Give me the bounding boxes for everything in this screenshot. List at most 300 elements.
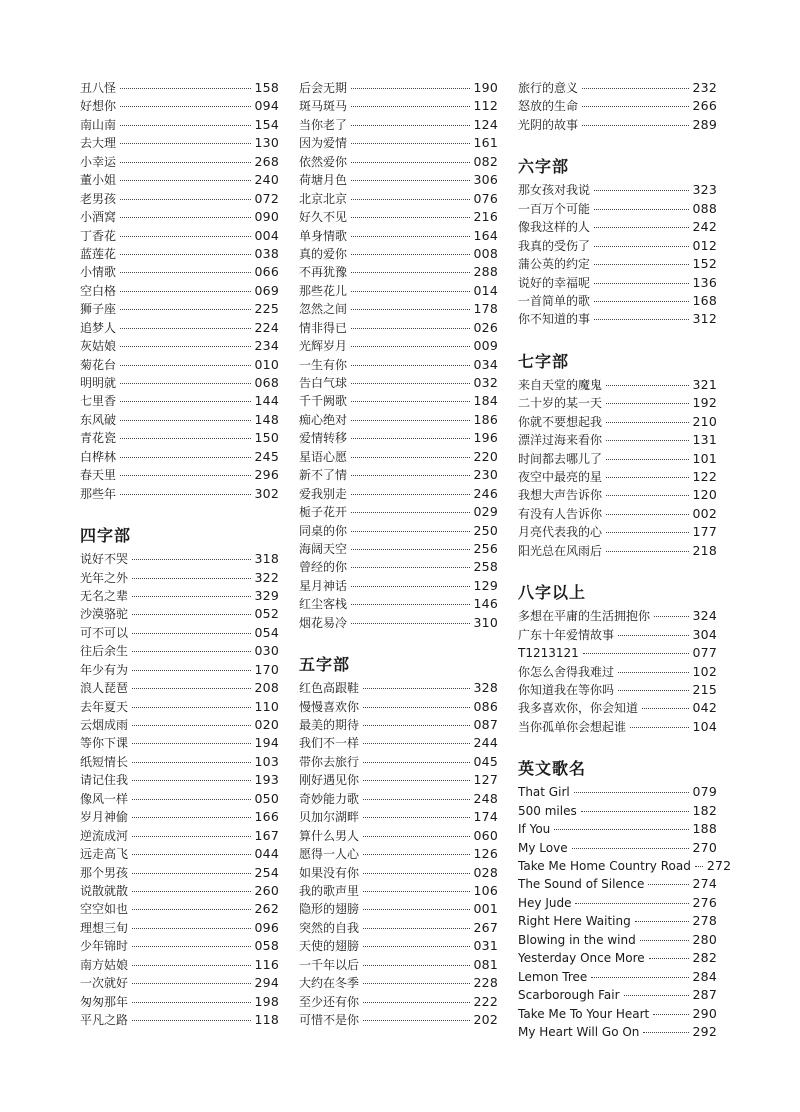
dot-leader: [351, 217, 470, 218]
dot-leader: [606, 459, 689, 460]
page-number: 186: [473, 411, 498, 427]
index-column-2: [299, 79, 498, 1029]
song-title: The Sound of Silence: [518, 877, 645, 892]
toc-entry[interactable]: [518, 875, 717, 893]
page-number: 287: [692, 987, 717, 1003]
dot-leader: [120, 457, 251, 458]
toc-entry[interactable]: [80, 919, 279, 937]
toc-entry[interactable]: [518, 1005, 717, 1023]
dot-leader: [363, 762, 470, 763]
toc-entry[interactable]: [518, 663, 717, 681]
song-title: 情非得已: [299, 320, 348, 335]
toc-entry[interactable]: [518, 97, 717, 115]
dot-leader: [351, 125, 470, 126]
dot-leader: [351, 475, 470, 476]
page-number: 148: [254, 411, 279, 427]
toc-entry[interactable]: [299, 919, 498, 937]
section-heading: 英文歌名: [518, 759, 587, 779]
dot-leader: [132, 743, 251, 744]
index-section: [518, 581, 717, 736]
page-number: 012: [692, 237, 717, 253]
toc-entry[interactable]: [518, 274, 717, 292]
song-title: Yesterday Once More: [518, 951, 645, 966]
toc-entry[interactable]: [80, 300, 279, 318]
page-number: 274: [692, 876, 717, 892]
dot-leader: [606, 403, 689, 404]
page-number: 068: [254, 375, 279, 390]
toc-entry[interactable]: [80, 356, 279, 374]
toc-entry[interactable]: [299, 282, 498, 300]
page-number: 069: [254, 282, 279, 298]
toc-entry[interactable]: [518, 79, 717, 97]
toc-entry[interactable]: [80, 1011, 279, 1029]
song-title: 七里香: [80, 394, 117, 409]
toc-entry[interactable]: [80, 263, 279, 281]
toc-entry[interactable]: [80, 642, 279, 660]
toc-entry[interactable]: [299, 956, 498, 974]
song-title: 我真的受伤了: [518, 238, 591, 253]
dot-leader: [351, 346, 470, 347]
song-title: 如果没有你: [299, 865, 360, 880]
toc-entry[interactable]: [299, 337, 498, 355]
toc-entry[interactable]: [518, 255, 717, 273]
toc-entry[interactable]: [80, 227, 279, 245]
toc-entry[interactable]: [80, 153, 279, 171]
dot-leader: [351, 199, 470, 200]
toc-entry[interactable]: [518, 116, 717, 134]
page-number: 272: [706, 858, 732, 873]
page-number: 090: [254, 209, 279, 225]
dot-leader: [363, 817, 470, 818]
toc-entry[interactable]: [518, 486, 717, 504]
dot-leader: [351, 236, 470, 237]
toc-entry[interactable]: [299, 134, 498, 152]
toc-entry[interactable]: [299, 716, 498, 734]
page-number: 182: [692, 802, 717, 818]
dot-leader: [132, 614, 251, 615]
toc-entry[interactable]: [299, 97, 498, 115]
toc-entry[interactable]: [518, 986, 717, 1004]
dot-leader: [363, 688, 470, 689]
page-number: 126: [473, 846, 498, 862]
song-title: 说好的幸福呢: [518, 275, 591, 290]
toc-entry[interactable]: [299, 300, 498, 318]
page-number: 054: [254, 624, 279, 640]
song-title: 痴心绝对: [299, 412, 348, 427]
page-number: 302: [254, 485, 279, 501]
song-title: 沙漠骆驼: [80, 607, 129, 622]
page-number: 290: [692, 1005, 717, 1021]
toc-entry[interactable]: [80, 753, 279, 771]
dot-leader: [132, 817, 251, 818]
dot-leader: [120, 272, 251, 273]
dot-leader: [132, 909, 251, 910]
toc-entry[interactable]: [299, 1011, 498, 1029]
toc-entry[interactable]: [518, 626, 717, 644]
toc-entry[interactable]: [518, 450, 717, 468]
toc-entry[interactable]: [299, 577, 498, 595]
song-title: 夜空中最亮的星: [518, 470, 603, 484]
toc-entry[interactable]: [80, 466, 279, 484]
page-number: 136: [692, 274, 717, 290]
page-number: 030: [254, 643, 279, 659]
toc-entry[interactable]: [80, 993, 279, 1011]
song-title: 阳光总在风雨后: [518, 543, 603, 558]
toc-entry[interactable]: [518, 468, 717, 486]
toc-entry[interactable]: [80, 716, 279, 734]
toc-entry[interactable]: [299, 411, 498, 429]
page-number: 234: [254, 338, 279, 354]
song-title: 真的爱你: [299, 246, 348, 261]
toc-entry[interactable]: [299, 466, 498, 484]
dot-leader: [630, 727, 689, 728]
toc-entry[interactable]: [518, 413, 717, 431]
toc-entry[interactable]: [299, 153, 498, 171]
toc-entry[interactable]: [299, 974, 498, 992]
dot-leader: [120, 88, 251, 89]
song-title: 你不知道的事: [518, 312, 591, 327]
page-number: 094: [254, 98, 279, 114]
toc-entry[interactable]: [299, 753, 498, 771]
toc-entry[interactable]: [518, 857, 732, 875]
dot-leader: [351, 143, 470, 144]
page-number: 268: [254, 153, 279, 169]
dot-leader: [594, 209, 689, 210]
toc-entry[interactable]: [299, 937, 498, 955]
song-title: 理想三旬: [80, 920, 129, 935]
toc-entry[interactable]: [80, 790, 279, 808]
song-title: 南方姑娘: [80, 957, 129, 972]
page-number: 276: [692, 894, 717, 910]
toc-entry[interactable]: [299, 503, 498, 521]
toc-entry[interactable]: [518, 783, 717, 801]
dot-leader: [351, 567, 470, 568]
toc-entry[interactable]: [80, 808, 279, 826]
toc-entry[interactable]: [80, 624, 279, 642]
toc-entry[interactable]: [80, 79, 279, 97]
song-title: 匆匆那年: [80, 994, 129, 1009]
toc-entry[interactable]: [80, 827, 279, 845]
page-number: 152: [692, 256, 717, 272]
song-title: 少年锦时: [80, 939, 129, 954]
dot-leader: [120, 383, 251, 384]
toc-entry[interactable]: [80, 374, 279, 392]
song-title: 刚好遇见你: [299, 773, 360, 788]
toc-entry[interactable]: [80, 734, 279, 752]
dot-leader: [132, 799, 251, 800]
toc-entry[interactable]: [518, 310, 717, 328]
dot-leader: [120, 291, 251, 292]
toc-entry[interactable]: [80, 319, 279, 337]
index-section: [518, 79, 717, 134]
page-number: 304: [692, 626, 717, 642]
song-title: 菊花台: [80, 357, 117, 372]
toc-entry[interactable]: [299, 827, 498, 845]
song-title: 董小姐: [80, 173, 117, 188]
toc-entry[interactable]: [518, 894, 717, 912]
song-title: 慢慢喜欢你: [299, 699, 360, 714]
toc-entry[interactable]: [299, 558, 498, 576]
song-title: Hey Jude: [518, 895, 572, 910]
toc-entry[interactable]: [80, 605, 279, 623]
index-section: [518, 155, 717, 329]
song-title: 请记住我: [80, 773, 129, 788]
toc-entry[interactable]: [299, 900, 498, 918]
toc-entry[interactable]: [299, 864, 498, 882]
toc-entry[interactable]: [299, 429, 498, 447]
toc-entry[interactable]: [518, 237, 717, 255]
toc-entry[interactable]: [299, 208, 498, 226]
dot-leader: [120, 365, 251, 366]
page-number: 034: [473, 356, 498, 372]
toc-entry[interactable]: [518, 949, 717, 967]
toc-entry[interactable]: [80, 411, 279, 429]
toc-entry[interactable]: [299, 790, 498, 808]
toc-entry[interactable]: [299, 679, 498, 697]
toc-entry[interactable]: [299, 319, 498, 337]
toc-entry[interactable]: [518, 802, 717, 820]
toc-entry[interactable]: [299, 374, 498, 392]
page-number: 001: [473, 901, 498, 917]
toc-entry[interactable]: [80, 97, 279, 115]
toc-entry[interactable]: [80, 569, 279, 587]
toc-entry[interactable]: [518, 542, 717, 560]
page-number: 131: [692, 432, 717, 448]
toc-entry[interactable]: [518, 644, 717, 662]
page-number: 106: [473, 882, 498, 898]
toc-entry[interactable]: [80, 900, 279, 918]
page-number: 270: [692, 839, 717, 855]
index-section: [518, 757, 732, 1041]
toc-entry[interactable]: [518, 912, 717, 930]
toc-entry[interactable]: [518, 931, 717, 949]
song-title: 爱我别走: [299, 486, 348, 501]
song-title: My Love: [518, 840, 568, 855]
song-title: 我多喜欢你，你会知道: [518, 701, 639, 716]
toc-entry[interactable]: [518, 699, 717, 717]
toc-entry[interactable]: [518, 968, 717, 986]
toc-entry[interactable]: [518, 718, 717, 736]
toc-entry[interactable]: [80, 245, 279, 263]
toc-entry[interactable]: [80, 864, 279, 882]
toc-entry[interactable]: [299, 263, 498, 281]
dot-leader: [132, 965, 251, 966]
page-number: 058: [254, 938, 279, 954]
song-title: 奇妙能力歌: [299, 791, 360, 806]
dot-leader: [594, 283, 689, 284]
dot-leader: [606, 440, 689, 441]
toc-entry[interactable]: [518, 181, 717, 199]
song-title: 算什么男人: [299, 828, 360, 843]
section-heading: 六字部: [518, 157, 570, 177]
dot-leader: [132, 725, 251, 726]
toc-entry[interactable]: [80, 429, 279, 447]
page-number: 086: [473, 698, 498, 714]
toc-entry[interactable]: [299, 227, 498, 245]
song-title: 空白格: [80, 283, 117, 298]
song-title: 后会无期: [299, 81, 348, 95]
toc-entry[interactable]: [299, 614, 498, 632]
toc-entry[interactable]: [80, 937, 279, 955]
toc-entry[interactable]: [518, 1023, 717, 1041]
toc-entry[interactable]: [299, 356, 498, 374]
toc-entry[interactable]: [299, 771, 498, 789]
toc-entry[interactable]: [299, 190, 498, 208]
song-title: 最美的期待: [299, 718, 360, 732]
song-title: 灰姑娘: [80, 339, 117, 354]
song-title: 那些年: [80, 486, 117, 501]
toc-entry[interactable]: [518, 607, 717, 625]
page-number: 310: [473, 614, 498, 630]
song-title: 丁香花: [80, 228, 117, 243]
page-number: 318: [254, 551, 279, 567]
toc-entry[interactable]: [80, 485, 279, 503]
dot-leader: [363, 946, 470, 947]
toc-entry[interactable]: [518, 218, 717, 236]
page-number: 280: [692, 931, 717, 947]
dot-leader: [606, 514, 689, 515]
toc-entry[interactable]: [80, 448, 279, 466]
toc-entry[interactable]: [299, 882, 498, 900]
song-title: 南山南: [80, 117, 117, 132]
toc-entry[interactable]: [518, 839, 717, 857]
toc-entry[interactable]: [518, 292, 717, 310]
song-title: 曾经的你: [299, 560, 348, 575]
toc-entry[interactable]: [518, 681, 717, 699]
index-section: [299, 79, 498, 632]
toc-entry[interactable]: [80, 661, 279, 679]
song-title: 像风一样: [80, 791, 129, 806]
page-number: 124: [473, 116, 498, 132]
dot-leader: [653, 1014, 688, 1015]
toc-entry[interactable]: [299, 808, 498, 826]
toc-entry[interactable]: [299, 171, 498, 189]
page-number: 096: [254, 919, 279, 935]
song-title: My Heart Will Go On: [518, 1024, 640, 1039]
dot-leader: [574, 792, 689, 793]
dot-leader: [120, 125, 251, 126]
song-title: 千千阙歌: [299, 394, 348, 409]
toc-entry[interactable]: [80, 134, 279, 152]
toc-entry[interactable]: [80, 698, 279, 716]
dot-leader: [132, 707, 251, 708]
toc-entry[interactable]: [518, 505, 717, 523]
dot-leader: [120, 438, 251, 439]
song-title: 红尘客栈: [299, 597, 348, 612]
toc-entry[interactable]: [80, 282, 279, 300]
toc-entry[interactable]: [80, 845, 279, 863]
toc-entry[interactable]: [518, 376, 717, 394]
dot-leader: [351, 512, 470, 513]
toc-entry[interactable]: [299, 734, 498, 752]
song-title: 星语心愿: [299, 449, 348, 464]
toc-entry[interactable]: [299, 993, 498, 1011]
toc-entry[interactable]: [299, 540, 498, 558]
toc-entry[interactable]: [80, 208, 279, 226]
dot-leader: [594, 319, 689, 320]
toc-entry[interactable]: [80, 974, 279, 992]
toc-entry[interactable]: [299, 522, 498, 540]
toc-entry[interactable]: [80, 771, 279, 789]
toc-entry[interactable]: [80, 679, 279, 697]
song-title: 怒放的生命: [518, 99, 579, 114]
toc-entry[interactable]: [299, 245, 498, 263]
index-column-1: [80, 79, 279, 1029]
toc-entry[interactable]: [299, 845, 498, 863]
index-column-3: [518, 79, 732, 1041]
page-number: 192: [692, 395, 717, 411]
song-title: 大约在冬季: [299, 976, 360, 991]
toc-entry[interactable]: [80, 337, 279, 355]
page-number: 044: [254, 846, 279, 862]
page-number: 254: [254, 864, 279, 880]
toc-entry[interactable]: [299, 485, 498, 503]
page-number: 296: [254, 467, 279, 483]
dot-leader: [572, 848, 689, 849]
song-title: 小酒窝: [80, 210, 117, 225]
toc-entry[interactable]: [80, 171, 279, 189]
dot-leader: [132, 670, 251, 671]
song-title: 红色高跟鞋: [299, 681, 360, 696]
page-number: 284: [692, 968, 717, 984]
song-title: 至少还有你: [299, 994, 360, 1009]
toc-entry[interactable]: [299, 392, 498, 410]
song-title: 我们不一样: [299, 736, 360, 751]
page-number: 184: [473, 393, 498, 409]
song-title: 带你去旅行: [299, 754, 360, 769]
toc-entry[interactable]: [299, 79, 498, 97]
toc-entry[interactable]: [80, 587, 279, 605]
page-number: 242: [692, 219, 717, 235]
toc-entry[interactable]: [518, 200, 717, 218]
dot-leader: [351, 623, 470, 624]
toc-entry[interactable]: [518, 431, 717, 449]
page-number: 144: [254, 393, 279, 409]
dot-leader: [640, 940, 689, 941]
page-number: 104: [692, 718, 717, 734]
song-title: 岁月神偷: [80, 810, 129, 825]
toc-entry[interactable]: [518, 394, 717, 412]
song-title: 可不可以: [80, 625, 129, 640]
song-title: 云烟成雨: [80, 718, 129, 732]
toc-entry[interactable]: [518, 820, 717, 838]
page-number: 060: [473, 827, 498, 843]
toc-entry[interactable]: [80, 116, 279, 134]
toc-entry[interactable]: [80, 190, 279, 208]
section-heading: 五字部: [299, 655, 351, 675]
dot-leader: [363, 928, 470, 929]
song-title: 依然爱你: [299, 154, 348, 169]
toc-entry[interactable]: [80, 392, 279, 410]
toc-entry[interactable]: [80, 956, 279, 974]
song-title: 蒲公英的约定: [518, 257, 591, 272]
page-number: 066: [254, 264, 279, 280]
toc-entry[interactable]: [299, 698, 498, 716]
toc-entry[interactable]: [299, 595, 498, 613]
toc-entry[interactable]: [80, 882, 279, 900]
song-title: 好想你: [80, 99, 117, 114]
toc-entry[interactable]: [518, 523, 717, 541]
toc-entry[interactable]: [299, 116, 498, 134]
toc-entry[interactable]: [299, 448, 498, 466]
dot-leader: [132, 651, 251, 652]
song-title: 一生有你: [299, 357, 348, 372]
song-title: 远走高飞: [80, 847, 129, 862]
page-number: 082: [473, 153, 498, 169]
dot-leader: [582, 125, 689, 126]
song-title: 贝加尔湖畔: [299, 810, 360, 825]
toc-entry[interactable]: [80, 550, 279, 568]
